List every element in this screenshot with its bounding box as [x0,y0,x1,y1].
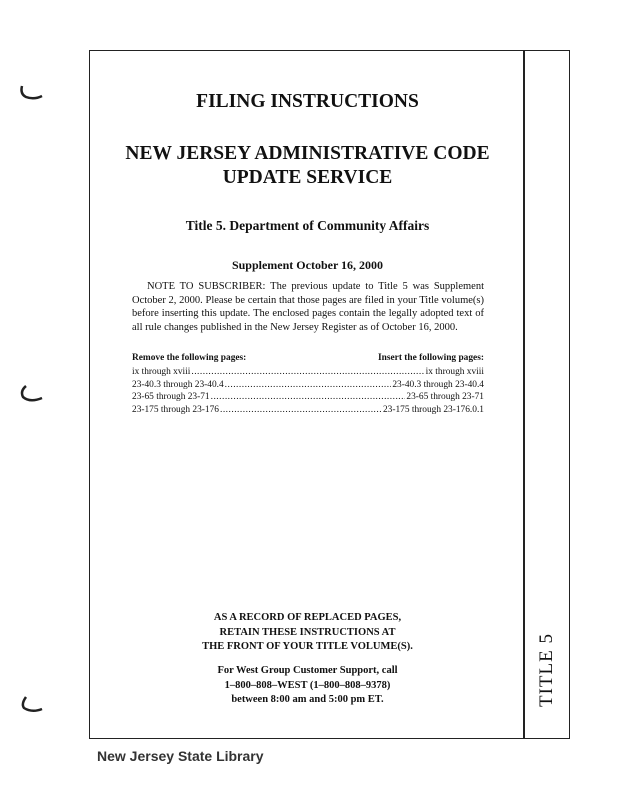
customer-support-notice [92,664,523,708]
tab-divider-line [523,50,525,739]
table-row [132,405,484,418]
table-row [132,367,484,380]
support-line3: between 8:00 am and 5:00 pm ET. [231,694,384,705]
punch-hole-mark-middle [18,383,44,405]
dot-leader [191,367,424,377]
subscriber-note: NOTE TO SUBSCRIBER: The previous update to Title 5 was Supplement October 2, 2000. Please be certain that those pages are filed in your Title volume(s) before inserting this update. The enclosed pages contain the legally adopted text of all rule changes published in the New Jersey Register as of October 16, 2000. [132,281,484,333]
insert-pages: ix through xviii [425,367,484,377]
table-row [132,392,484,405]
insert-pages: 23-40.3 through 23-40.4 [392,379,484,390]
insert-pages: 23-175 through 23-176.0.1 [382,404,484,415]
support-line1: For West Group Customer Support, call [217,665,398,676]
support-line2: 1–800–808–WEST (1–800–808–9378) [224,679,391,691]
record-line1: AS A RECORD OF REPLACED PAGES, [213,612,402,623]
punch-hole-mark-top [18,82,44,104]
punch-hole-mark-bottom [18,694,44,716]
page-title: FILING INSTRUCTIONS [196,91,419,112]
dot-leader [220,405,382,415]
code-title-line2: UPDATE SERVICE [222,167,393,188]
title-subject: Title 5. Department of Community Affairs [185,218,430,233]
record-line2: RETAIN THESE INSTRUCTIONS AT [219,626,396,638]
remove-pages: 23-175 through 23-176 [132,404,219,415]
table-header [132,353,484,367]
record-notice [92,611,523,655]
remove-pages: 23-65 through 23-71 [132,392,210,402]
dot-leader [225,380,392,390]
code-title [92,142,523,190]
remove-header: Remove the following pages: [132,353,247,363]
title-tab [530,630,564,710]
library-stamp: New Jersey State Library [97,748,264,764]
remove-pages: ix through xviii [132,367,191,377]
code-title-line1: NEW JERSEY ADMINISTRATIVE CODE [125,143,490,164]
insert-header: Insert the following pages: [378,353,484,363]
supplement-date: Supplement October 16, 2000 [231,258,384,272]
record-line3: THE FRONT OF YOUR TITLE VOLUME(S). [202,641,413,652]
title-tab-label: TITLE 5 [536,632,558,708]
page-replacement-table [132,353,484,417]
dot-leader [211,392,406,402]
remove-pages: 23-40.3 through 23-40.4 [132,379,224,390]
insert-pages: 23-65 through 23-71 [406,392,484,402]
table-row [132,380,484,393]
